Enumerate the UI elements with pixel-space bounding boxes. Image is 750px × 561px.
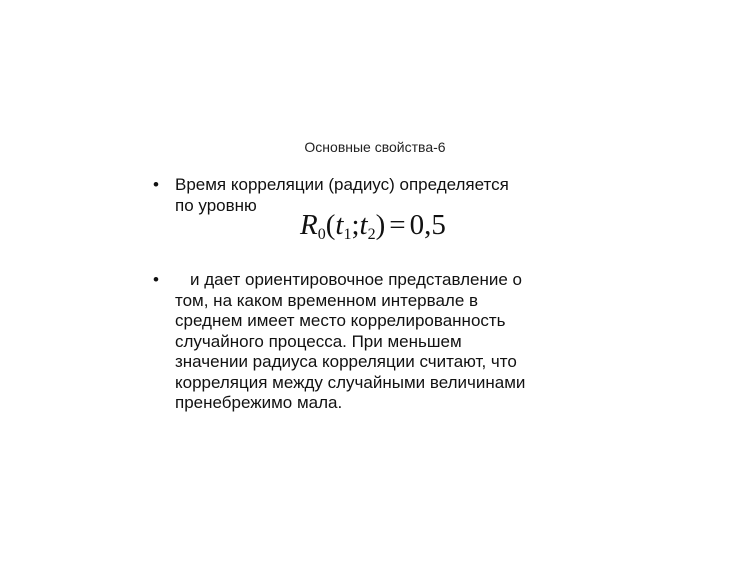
formula-t2: t — [359, 209, 368, 241]
bullet-2-line-5: значении радиуса корреляции считают, что — [175, 352, 517, 371]
formula-t1: t — [335, 209, 344, 241]
formula-separator: ; — [351, 209, 360, 241]
bullet-2-line-7: пренебрежимо мала. — [175, 393, 343, 412]
bullet-1-line-2: по уровню — [175, 195, 257, 215]
bullet-2-line-6: корреляция между случайными величинами — [175, 372, 526, 392]
slide-title: Основные свойства-6 — [304, 139, 446, 155]
formula-rparen: ) — [375, 209, 386, 241]
formula-t2-subscript: 2 — [367, 226, 376, 243]
bullet-marker-2: • — [153, 270, 159, 289]
formula-equals: = — [389, 209, 406, 241]
bullet-2-line-4: случайного процесса. При меньшем — [175, 331, 462, 351]
correlation-formula — [300, 207, 446, 253]
bullet-2-line-3: среднем имеет место коррелированность — [175, 311, 506, 330]
formula-R-subscript: 0 — [317, 226, 326, 243]
formula-R: R — [300, 209, 318, 241]
bullet-2-line-2: том, на каком временном интервале в — [175, 290, 479, 310]
formula-value: 0,5 — [409, 209, 446, 241]
slide — [150, 105, 600, 455]
formula-t1-subscript: 1 — [343, 226, 352, 243]
formula-lparen: ( — [325, 209, 336, 241]
bullet-marker-1: • — [153, 175, 159, 194]
bullet-2-text — [175, 270, 600, 414]
bullet-2-line-1: и дает ориентировочное представление о — [190, 270, 522, 289]
bullet-1-line-1: Время корреляции (радиус) определяется — [175, 175, 509, 194]
